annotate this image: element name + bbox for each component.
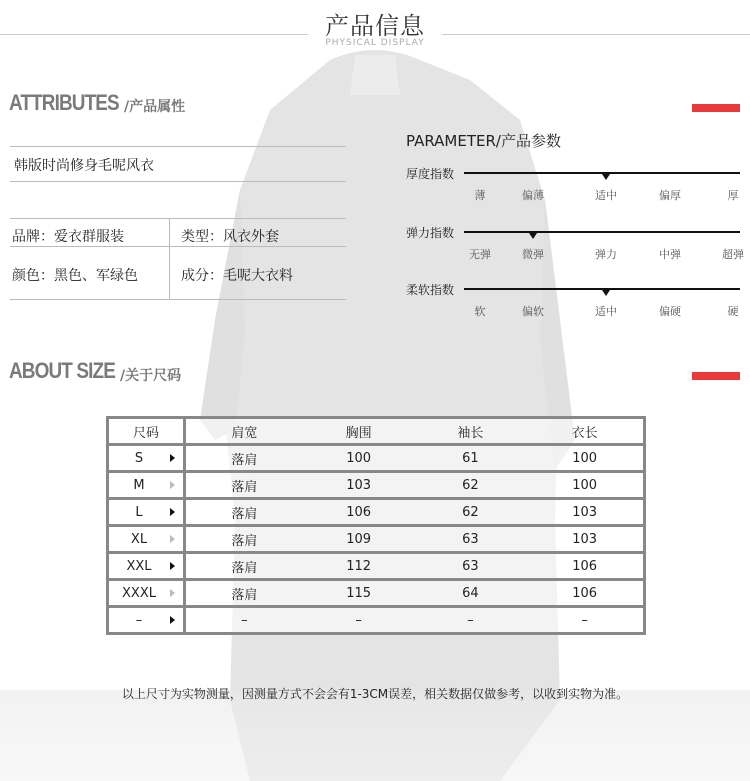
size-value-cell: 109: [303, 526, 415, 553]
size-value-cell: 103: [526, 499, 644, 526]
size-label: XL: [130, 531, 148, 547]
size-value-cell: 落肩: [185, 499, 303, 526]
scale-tick-label: 适中: [595, 189, 617, 202]
size-accent-bar: [692, 372, 740, 380]
size-value-cell: 100: [526, 445, 644, 472]
size-value-cell: 106: [303, 499, 415, 526]
attr-divider: [10, 246, 346, 247]
scale-tick-label: 薄: [474, 189, 486, 202]
size-label-cell: [108, 580, 185, 607]
size-label-cell: [108, 607, 185, 634]
parameter-title: PARAMETER/产品参数: [406, 132, 561, 150]
scale-indicator: [602, 174, 610, 180]
size-header-cell: 衣长: [526, 418, 644, 445]
header-divider-left: [0, 34, 308, 35]
attr-divider: [10, 146, 346, 147]
size-label-cell: [108, 553, 185, 580]
triangle-right-icon: [170, 508, 175, 516]
size-header-cell: 肩宽: [185, 418, 303, 445]
size-label: M: [133, 477, 145, 493]
scale-tick-label: 硬: [727, 305, 739, 318]
size-value-cell: 落肩: [185, 553, 303, 580]
size-value-cell: 100: [526, 472, 644, 499]
scale-tick-label: 偏硬: [659, 305, 681, 318]
size-value-cell: 103: [526, 526, 644, 553]
size-label-cell: [108, 472, 185, 499]
size-value-cell: 106: [526, 553, 644, 580]
product-name: 韩版时尚修身毛呢风衣: [14, 158, 154, 174]
size-label: S: [134, 450, 144, 466]
size-value-cell: 62: [414, 499, 526, 526]
size-label-cell: [108, 526, 185, 553]
size-value-cell: –: [414, 607, 526, 634]
scale-tick-label: 弹力: [595, 248, 617, 261]
size-header-cell: 袖长: [414, 418, 526, 445]
triangle-right-icon: [170, 535, 175, 543]
table-row: [108, 580, 645, 607]
scale-label: 厚度指数: [406, 167, 455, 181]
size-value-cell: 103: [303, 472, 415, 499]
attr-divider: [10, 299, 346, 300]
size-label: XXL: [126, 558, 152, 574]
size-value-cell: 63: [414, 553, 526, 580]
scale-tick-label: 超弹: [722, 248, 744, 261]
size-value-cell: 62: [414, 472, 526, 499]
scale-tick-label: 偏软: [522, 305, 544, 318]
scale-label: 柔软指数: [406, 283, 455, 297]
triangle-right-icon: [170, 616, 175, 624]
size-value-cell: 115: [303, 580, 415, 607]
scale-tick-label: 厚: [727, 189, 739, 202]
size-table-header: [108, 418, 645, 445]
size-value-cell: 落肩: [185, 580, 303, 607]
triangle-right-icon: [170, 589, 175, 597]
attr-brand: 品牌：爱衣群服装: [12, 229, 124, 245]
header-divider-right: [442, 34, 750, 35]
scale-indicator: [602, 290, 610, 296]
table-row: [108, 526, 645, 553]
size-header-cell: 胸围: [303, 418, 415, 445]
scale-tick-label: 中弹: [659, 248, 681, 261]
table-row: [108, 553, 645, 580]
size-label: –: [135, 612, 143, 628]
size-title: ABOUT SIZE: [9, 358, 115, 383]
scale-tick-label: 软: [474, 305, 486, 318]
size-label: XXXL: [122, 585, 156, 601]
attr-divider: [10, 181, 346, 182]
scale-indicator: [529, 233, 537, 239]
scale-tick-label: 偏厚: [659, 189, 681, 202]
attr-column-divider: [169, 218, 170, 299]
attr-color: 颜色：黑色、军绿色: [12, 268, 138, 284]
size-value-cell: 落肩: [185, 445, 303, 472]
scale-tick-label: 偏薄: [522, 189, 544, 202]
table-row: [108, 472, 645, 499]
size-value-cell: 112: [303, 553, 415, 580]
table-row: [108, 445, 645, 472]
attributes-accent-bar: [692, 104, 740, 112]
size-value-cell: 100: [303, 445, 415, 472]
triangle-right-icon: [170, 481, 175, 489]
size-value-cell: 106: [526, 580, 644, 607]
size-value-cell: –: [526, 607, 644, 634]
attributes-subtitle: /产品属性: [124, 99, 186, 115]
page-title: 产品信息: [325, 12, 425, 40]
size-label-cell: [108, 499, 185, 526]
size-label: L: [135, 504, 143, 520]
size-value-cell: 63: [414, 526, 526, 553]
scale-line: [464, 231, 740, 233]
attr-type: 类型：风衣外套: [181, 229, 279, 245]
attributes-title: ATTRIBUTES: [9, 90, 119, 115]
scale-label: 弹力指数: [406, 226, 455, 240]
size-value-cell: –: [303, 607, 415, 634]
attr-divider: [10, 218, 346, 219]
size-value-cell: –: [185, 607, 303, 634]
scale-tick-label: 无弹: [469, 248, 491, 261]
size-value-cell: 落肩: [185, 472, 303, 499]
size-value-cell: 61: [414, 445, 526, 472]
attr-material: 成分：毛呢大衣料: [181, 268, 293, 284]
page-subtitle: PHYSICAL DISPLAY: [325, 38, 425, 48]
scale-tick-label: 微弹: [522, 248, 544, 261]
scale-tick-label: 适中: [595, 305, 617, 318]
triangle-right-icon: [170, 562, 175, 570]
size-subtitle: /关于尺码: [120, 368, 182, 384]
size-value-cell: 64: [414, 580, 526, 607]
size-label-cell: [108, 445, 185, 472]
size-header-cell: 尺码: [108, 418, 185, 445]
table-row: [108, 499, 645, 526]
size-table: [106, 416, 646, 635]
measurement-note: 以上尺寸为实物测量，因测量方式不会会有1-3CM误差，相关数据仅做参考，以收到实物为准。: [121, 687, 629, 701]
table-row: [108, 607, 645, 634]
size-value-cell: 落肩: [185, 526, 303, 553]
triangle-right-icon: [170, 454, 175, 462]
